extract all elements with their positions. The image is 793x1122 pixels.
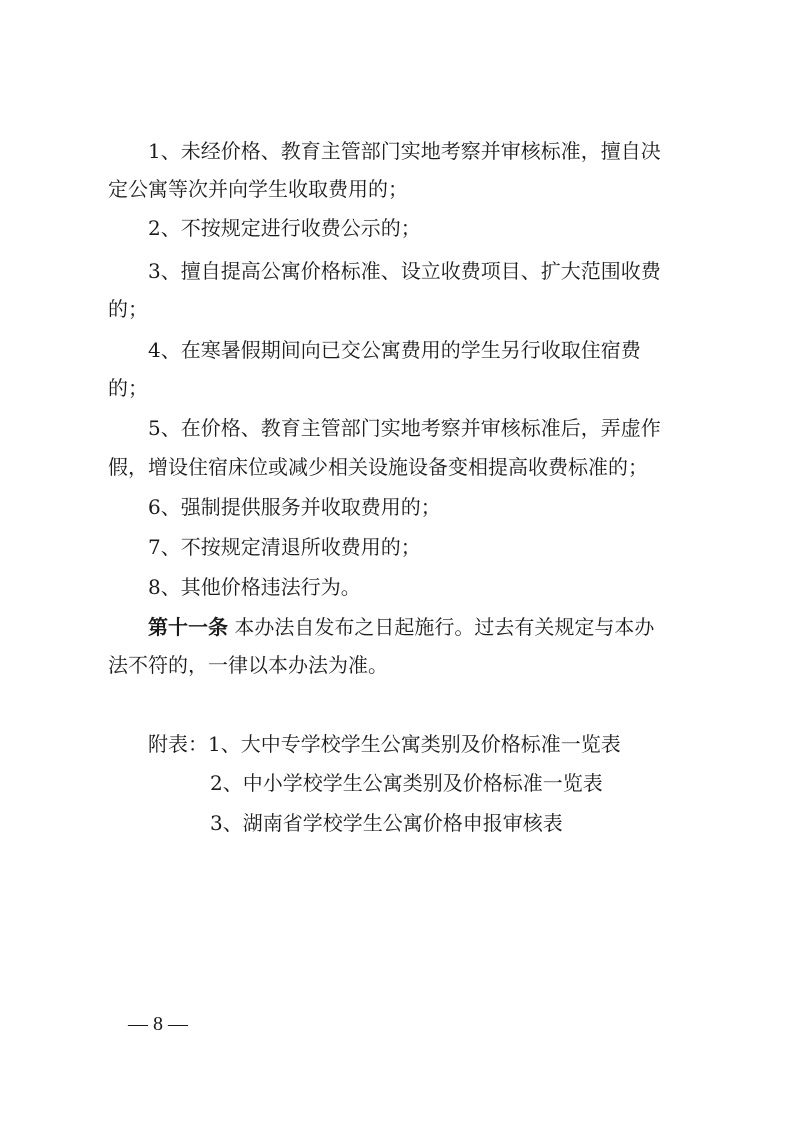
item-3-line-1: 3、擅自提高公寓价格标准、设立收费项目、扩大范围收费 (148, 259, 661, 283)
item-6: 6、强制提供服务并收取费用的； (148, 495, 441, 519)
article-heading: 第十一条 (148, 615, 228, 639)
item-1-line-2: 定公寓等次并向学生收取费用的； (108, 177, 408, 201)
annex-label: 附表： (148, 732, 208, 756)
article-11-line-1 (0, 613, 793, 641)
page-number: — 8 — (128, 1013, 188, 1035)
item-7: 7、不按规定清退所收费用的； (148, 535, 421, 559)
item-8: 8、其他价格违法行为。 (148, 575, 361, 599)
annex-item-2: 2、中小学校学生公寓类别及价格标准一览表 (210, 771, 603, 795)
annex-item-3: 3、湖南省学校学生公寓价格申报审核表 (210, 811, 563, 835)
item-5-line-2: 假，增设住宿床位或减少相关设施设备变相提高收费标准的； (108, 455, 648, 479)
item-5-line-1: 5、在价格、教育主管部门实地考察并审核标准后，弄虚作 (148, 416, 661, 440)
item-4-line-2: 的； (108, 376, 148, 400)
item-3-line-2: 的； (108, 297, 148, 321)
item-1-line-1: 1、未经价格、教育主管部门实地考察并审核标准，擅自决 (148, 139, 661, 163)
item-2: 2、不按规定进行收费公示的； (148, 216, 421, 240)
article-11-line-2: 法不符的，一律以本办法为准。 (108, 653, 388, 677)
article-11-text: 本办法自发布之日起施行。过去有关规定与本办 (234, 615, 655, 639)
item-4-line-1: 4、在寒暑假期间向已交公寓费用的学生另行收取住宿费 (148, 338, 641, 362)
annex-item-1: 1、大中专学校学生公寓类别及价格标准一览表 (208, 732, 621, 756)
annex-line-1 (0, 730, 793, 758)
